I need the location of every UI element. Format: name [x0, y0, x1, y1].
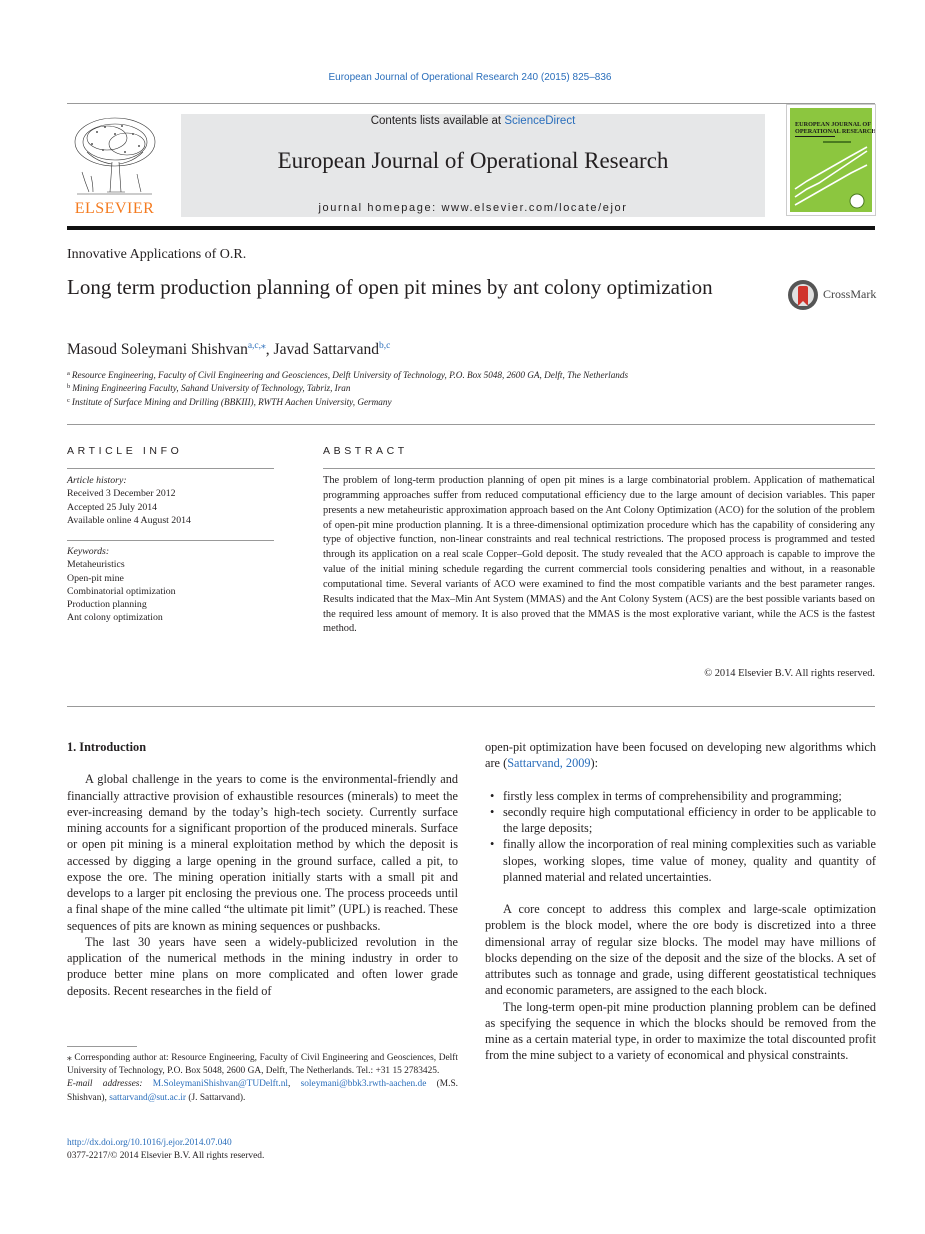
abstract-copyright: © 2014 Elsevier B.V. All rights reserved.	[704, 668, 875, 679]
corresponding-author-note: ⁎ Corresponding author at: Resource Engineering, Faculty of Civil Engineering and Geosciences, Delft University of Technology, P.O. Box 5048, 2600 GA, Delft, The Netherlands. Tel.: +31 15 2783425.	[67, 1053, 458, 1077]
cover-title-2: OPERATIONAL RESEARCH	[795, 128, 875, 135]
divider	[67, 424, 875, 425]
paragraph	[485, 739, 876, 772]
email-link[interactable]: M.SoleymaniShishvan@TUDelft.nl	[152, 1079, 288, 1090]
email-link[interactable]: sattarvand@sut.ac.ir	[109, 1092, 187, 1103]
affiliation	[67, 383, 351, 393]
history-label: Article history:	[67, 475, 127, 486]
header-divider	[67, 226, 875, 230]
divider	[67, 706, 875, 707]
affiliation	[67, 370, 628, 380]
doi-link[interactable]: http://dx.doi.org/10.1016/j.ejor.2014.07.040	[67, 1138, 232, 1148]
online-date: Available online 4 August 2014	[67, 514, 191, 526]
journal-banner	[181, 114, 765, 217]
keyword: Open-pit mine	[67, 572, 124, 584]
keyword: Combinatorial optimization	[67, 585, 176, 597]
page-footer	[67, 1137, 467, 1163]
sciencedirect-link[interactable]: ScienceDirect	[504, 115, 576, 127]
affiliation-text: Mining Engineering Faculty, Sahand University of Technology, Tabriz, Iran	[72, 383, 351, 393]
accepted-date: Accepted 25 July 2014	[67, 501, 158, 513]
left-column	[67, 739, 458, 999]
affiliation-mark: c	[67, 397, 70, 404]
author-name[interactable]: Javad Sattarvand	[273, 341, 379, 359]
contents-available	[181, 115, 765, 127]
email-owner: (M.S. Shishvan),	[67, 1079, 458, 1103]
abstract-heading: ABSTRACT	[323, 445, 408, 457]
crossmark-icon	[787, 279, 819, 311]
journal-cover-image	[787, 105, 875, 215]
paragraph-text: ):	[590, 756, 599, 771]
citation-link[interactable]: Sattarvand, 2009	[507, 756, 591, 771]
journal-citation[interactable]: European Journal of Operational Research 240 (2015) 825–836	[328, 72, 612, 83]
list-item: • finally allow the incorporation of real mining complexities such as variable slopes, working slopes, time value of money, quality and quantity of planned material and related uncertainties.	[485, 836, 876, 885]
author-affiliation-marks[interactable]: b,c	[378, 341, 391, 351]
journal-cover-thumbnail	[786, 104, 876, 216]
received-date: Received 3 December 2012	[67, 488, 176, 500]
affiliation-mark: a	[67, 370, 70, 377]
keyword: Metaheuristics	[67, 559, 125, 571]
author-affiliation-marks[interactable]: a,c,⁎	[247, 341, 266, 351]
paragraph: The long-term open-pit mine production planning problem can be defined as specifying the sequence in which the blocks should be removed from the mine as a certain material type, in order to maximize the total discounted profit from the mine subject to a variety of economical and physical constraints.	[485, 999, 876, 1063]
crossmark-label: CrossMark	[823, 287, 877, 301]
crossmark-badge[interactable]	[787, 279, 877, 311]
article-title: Long term production planning of open pit mines by ant colony optimization	[67, 275, 713, 299]
right-column	[485, 739, 876, 1064]
footnote	[67, 1052, 458, 1105]
affiliation-mark: b	[67, 383, 71, 390]
journal-header	[67, 103, 875, 227]
list-item: • secondly require high computational efficiency in order to be applicable to the large deposits;	[485, 804, 876, 837]
divider	[323, 468, 875, 469]
keyword: Ant colony optimization	[67, 612, 163, 624]
email-label: E-mail addresses:	[67, 1079, 143, 1090]
footnote-divider	[67, 1046, 137, 1047]
section-heading: 1. Introduction	[67, 740, 147, 754]
affiliation-text: Resource Engineering, Faculty of Civil Engineering and Geosciences, Delft University of Technology, P.O. Box 5048, 2600 GA, Delft, The Netherlands	[71, 370, 629, 380]
keywords	[67, 545, 274, 625]
email-owner: (J. Sattarvand).	[186, 1092, 246, 1103]
author-list	[67, 340, 390, 359]
author-name[interactable]: Masoud Soleymani Shishvan	[67, 341, 248, 359]
paragraph: The last 30 years have seen a widely-publicized revolution in the application of the numerical methods in the mining industry in order to produce better mine plans on more complicated and often lower grade deposits. Recent researches in the field of	[67, 934, 458, 998]
paragraph: A core concept to address this complex and large-scale optimization problem is the block model, where the ore body is discretized into a three dimensional array of regular size blocks. The model may have millions of blocks depending on the size of the deposit and the size of the blocks. A set of attributes such as tonnage and grade, using different geostatistical techniques and economic parameters, are assigned to the each block.	[485, 902, 876, 998]
article-info-heading: ARTICLE INFO	[67, 445, 183, 457]
contents-prefix: Contents lists available at	[370, 115, 505, 127]
journal-title: European Journal of Operational Research	[277, 148, 669, 173]
keywords-label: Keywords:	[67, 546, 110, 557]
affiliation-text: Institute of Surface Mining and Drilling (BBKIII), RWTH Aachen University, Germany	[71, 397, 392, 407]
article-section: Innovative Applications of O.R.	[67, 247, 247, 262]
author-separator: ,	[265, 341, 274, 359]
divider	[67, 540, 274, 541]
paragraph-text: open-pit optimization have been focused on developing new algorithms which are (	[485, 740, 876, 771]
list-item: • firstly less complex in terms of comprehensibility and programming;	[485, 788, 876, 804]
issn-copyright: 0377-2217/© 2014 Elsevier B.V. All rights reserved.	[67, 1151, 265, 1161]
email-note: E-mail addresses: M.SoleymaniShishvan@TUDelft.nl, soleymani@bbk3.rwth-aachen.de (M.S. Shishvan), sattarvand@sut.ac.ir (J. Sattarvand).	[67, 1079, 458, 1103]
affiliation	[67, 397, 392, 407]
cover-title-1: EUROPEAN JOURNAL OF	[795, 121, 871, 128]
bullet-list	[485, 788, 876, 886]
article-history	[67, 474, 274, 527]
elsevier-wordmark: ELSEVIER	[74, 200, 155, 217]
abstract-text: The problem of long-term production planning of open pit mines is a large combinatorial problem. Application of mathematical programming approaches suffer from reduced computational efficiency due to the large amount of decision variables. This paper presents a new metaheuristic approximation approach based on the Ant Colony Optimization (ACO) for the solution of the problem of open-pit mine production planning. It is a three-dimensional optimization procedure which has the capability of considering any type of objective function, non-linear constraints and real technical restrictions. The proposed process is programmed and tested through its application on a real scale Copper–Gold deposit. The study revealed that the ACO approach is capable to improve the value of the initial mining schedule regarding the current commercial tools considering penalties and without, in a reasonable computational time. Several variants of ACO were examined to find the most compatible variants and the best parameter ranges. Results indicated that the Max–Min Ant System (MMAS) and the Ant Colony System (ACS) are the best possible variants based on the required less amount of memory. It is also proved that the MMAS is the most explorative variant, while the ACS is the fastest method.	[323, 475, 875, 635]
journal-homepage[interactable]: journal homepage: www.elsevier.com/locate/ejor	[318, 202, 628, 214]
divider	[67, 468, 274, 469]
keyword: Production planning	[67, 599, 147, 611]
email-link[interactable]: soleymani@bbk3.rwth-aachen.de	[300, 1079, 427, 1090]
paragraph: A global challenge in the years to come is the environmental-friendly and financially attractive provision of exhaustible resources (minerals) to meet the ever-increasing demand by the today’s high-tech society. Currently surface mining accounts for a significant proportion of the produced minerals. Surface or open pit mining is a mineral exploitation method by which the deposit is accessed by digging a large opening in the ground surface, called a pit, to expose the ore. The mining operation initially starts with a small pit and develops to a larger pit enclosing the previous one. The process proceeds until a final shape of the mine called “the ultimate pit limit” (UPL) is reached. These sequences of pits are known as mining sequences or pushbacks.	[67, 772, 458, 933]
